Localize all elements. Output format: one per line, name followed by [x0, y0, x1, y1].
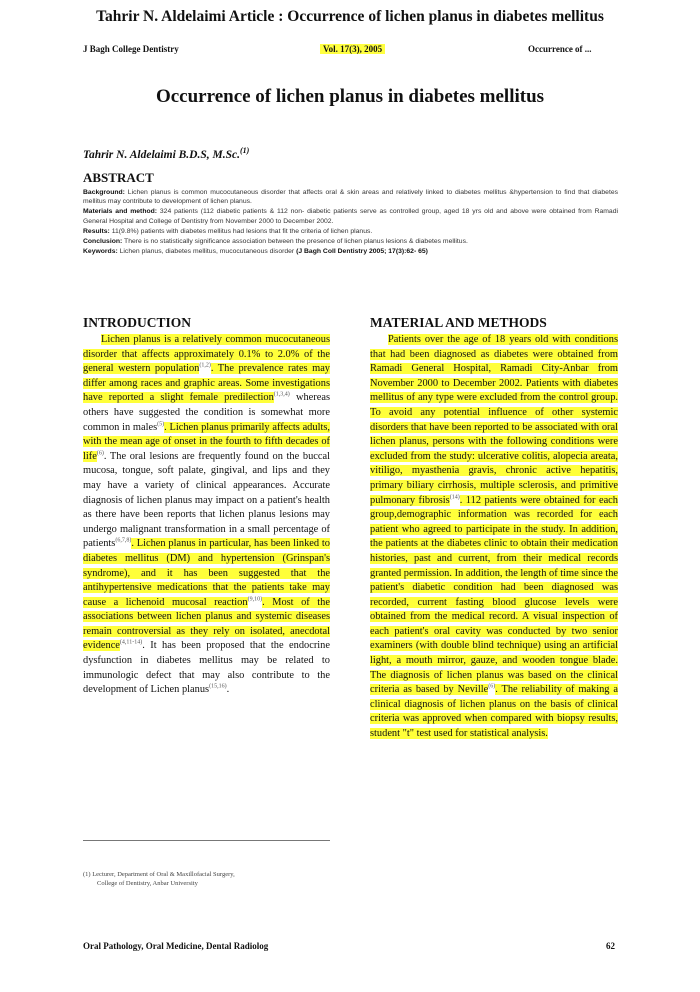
abstract-results: [83, 227, 618, 236]
abstract-background-label: Background:: [83, 189, 125, 196]
methods-sentence-3: . The reliability of making a clinical diagnosis of lichen planus on the basis of clinical criteria was approved when compared with biopsy results, student "t" test used for statistical analysis.: [370, 684, 618, 740]
abstract-results-label: Results:: [83, 227, 110, 235]
running-header-volume: Vol. 17(3), 2005: [320, 44, 385, 54]
intro-ref-8: (15,16): [209, 683, 227, 690]
intro-sentence-9: .: [226, 684, 230, 696]
abstract-methods-label: Materials and method:: [83, 208, 158, 216]
intro-ref-3: (5): [157, 421, 165, 428]
page-number: 62: [606, 941, 615, 951]
intro-ref-2: (1,3,4): [273, 391, 290, 398]
methods-heading: MATERIAL AND METHODS: [370, 315, 547, 330]
intro-ref-1: (1,2): [199, 362, 211, 369]
document-top-title: Tahrir N. Aldelaimi Article : Occurrence of lichen planus in diabetes mellitus: [96, 8, 604, 25]
abstract-methods-text: 324 patients (112 diabetic patients & 112 non- diabetic patients serve as controlled group, aged 18 yrs old and above were obtained from Ramadi General Hospital and College of Dentistry from November 2000 to December 2002.: [83, 208, 618, 225]
abstract-conclusion-text: There is no statistically significance association between the presence of lichen planus lesions & diabetes mellitus.: [124, 238, 468, 246]
intro-sentence-2: . The prevalence rates may differ among races and graphic areas. Some investigations have reported a slight female predilection: [83, 363, 331, 404]
methods-sentence-1: Patients over the age of 18 years old with conditions that had been diagnosed as diabetes were obtained from Ramadi General Hospital, Ramadi City-Anbar from November 2000 to December 2002. Patients with diabetes mellitus of any type were excluded from the control group. To avoid any potential influence of other systemic disorders that have been reported to be associated with oral lichen planus, persons with the following conditions were excluded from the study: ulcerative colitis, alopecia areata, vitiligo, myasthenia gravis, chronic active hepatitis, primary biliary cirrhosis, multiple sclerosis, and primitive pulmonary fibrosis: [370, 334, 618, 506]
abstract-body: [83, 188, 618, 257]
abstract-background-text: Lichen planus is common mucocutaneous disorder that affects oral & skin areas and relatively linked to diabetes mellitus &hypertension to find that diabetes mellitus may contribute to development of lichen planus.: [83, 189, 619, 206]
methods-ref-1: (14): [449, 494, 460, 501]
abstract-conclusion: [83, 237, 618, 246]
affiliation-footnote: [83, 870, 333, 888]
introduction-paragraph: [83, 333, 330, 698]
intro-ref-7: (4,11-14): [119, 640, 143, 646]
intro-sentence-7: . Most of the associations between lichen planus and systemic diseases remain controversial as they rely on isolated, anecdotal evidence: [83, 596, 330, 652]
affiliation-mark: (1): [240, 146, 250, 155]
intro-ref-5: (6,7,8): [115, 537, 132, 544]
author-name: Tahrir N. Aldelaimi B.D.S, M.Sc.: [83, 148, 240, 161]
intro-ref-4: (6): [96, 450, 104, 457]
intro-sentence-3: whereas others have suggested the condition is somewhat more common in males: [83, 392, 330, 433]
article-title: Occurrence of lichen planus in diabetes mellitus: [155, 86, 545, 107]
introduction-heading: INTRODUCTION: [83, 315, 192, 330]
intro-ref-6: (9,10): [247, 596, 263, 603]
footnote-line-2: College of Dentistry, Anbar University: [97, 880, 198, 887]
methods-column: [370, 333, 618, 742]
intro-sentence-4: . Lichen planus primarily affects adults, with the mean age of onset in the fourth to fifth decades of life: [83, 421, 330, 462]
methods-ref-2: (6): [488, 683, 496, 690]
abstract-keywords-text: Lichen planus, diabetes mellitus, mucocutaneous disorder: [119, 248, 295, 256]
running-header-journal: J Bagh College Dentistry: [83, 44, 179, 54]
footer-section-name: Oral Pathology, Oral Medicine, Dental Radiolog: [83, 941, 269, 951]
author-line: [83, 146, 249, 161]
footnote-divider: [83, 840, 330, 841]
footnote-line-1: (1) Lecturer, Department of Oral & Maxillofacial Surgery,: [83, 871, 235, 878]
introduction-column: [83, 333, 330, 698]
abstract-keywords: [83, 247, 618, 256]
intro-sentence-1: Lichen planus is a relatively common mucocutaneous disorder that affects approximately 0.1% to 2.0% of the general western population: [83, 334, 330, 375]
abstract-heading: ABSTRACT: [83, 170, 154, 185]
abstract-keywords-label: Keywords:: [83, 248, 118, 256]
intro-sentence-6: . Lichen planus in particular, has been linked to diabetes mellitus (DM) and hypertension (Grinspan's syndrome), and it has been suggested that the antihypertensive medications that the patients take may cause a lichenoid mucosal reaction: [83, 538, 330, 608]
abstract-methods: [83, 207, 618, 225]
intro-sentence-5: . The oral lesions are frequently found on the buccal mucosa, tongue, soft palate, gingival, and lips and they may have a variety of clinical appearances. Accurate diagnosis of lichen planus may impact on a patient's health as there have been reports that lichen planus lesions may undergo malignant transformation in a small percentage of patients: [83, 450, 330, 550]
abstract-conclusion-label: Conclusion:: [83, 238, 123, 246]
methods-paragraph: [370, 333, 618, 742]
abstract-background: [83, 188, 618, 206]
running-header-short-title: Occurrence of ...: [528, 44, 592, 54]
intro-sentence-8: . It has been proposed that the endocrine dysfunction in diabetes mellitus may be related to immunologic defect that may also contribute to the development of Lichen planus: [83, 640, 330, 696]
abstract-results-text: 11(9.8%) patients with diabetes mellitus had lesions that fit the criteria of lichen planus.: [111, 227, 373, 235]
abstract-citation: (J Bagh Coll Dentistry 2005; 17(3):62- 65): [296, 248, 428, 256]
methods-sentence-2: . 112 patients were obtained for each group,demographic information was recorded for each patient who agreed to participate in the study. In addition, the patients at the diabetes clinic to obtain their medication histories, past and current, from their medical records granted permission. In addition, the length of time since the patient's diabetic condition had been diagnosed was recorded, current fasting blood glucose levels were obtained from the medical record. A visual inspection of each patient's oral cavity was conducted by two senior examiners (with double blind technique) using an artificial light, a mouth mirror, gauze, and wooden tongue blade. The diagnosis of lichen planus was based on the clinical criteria as based by Neville: [370, 494, 618, 696]
